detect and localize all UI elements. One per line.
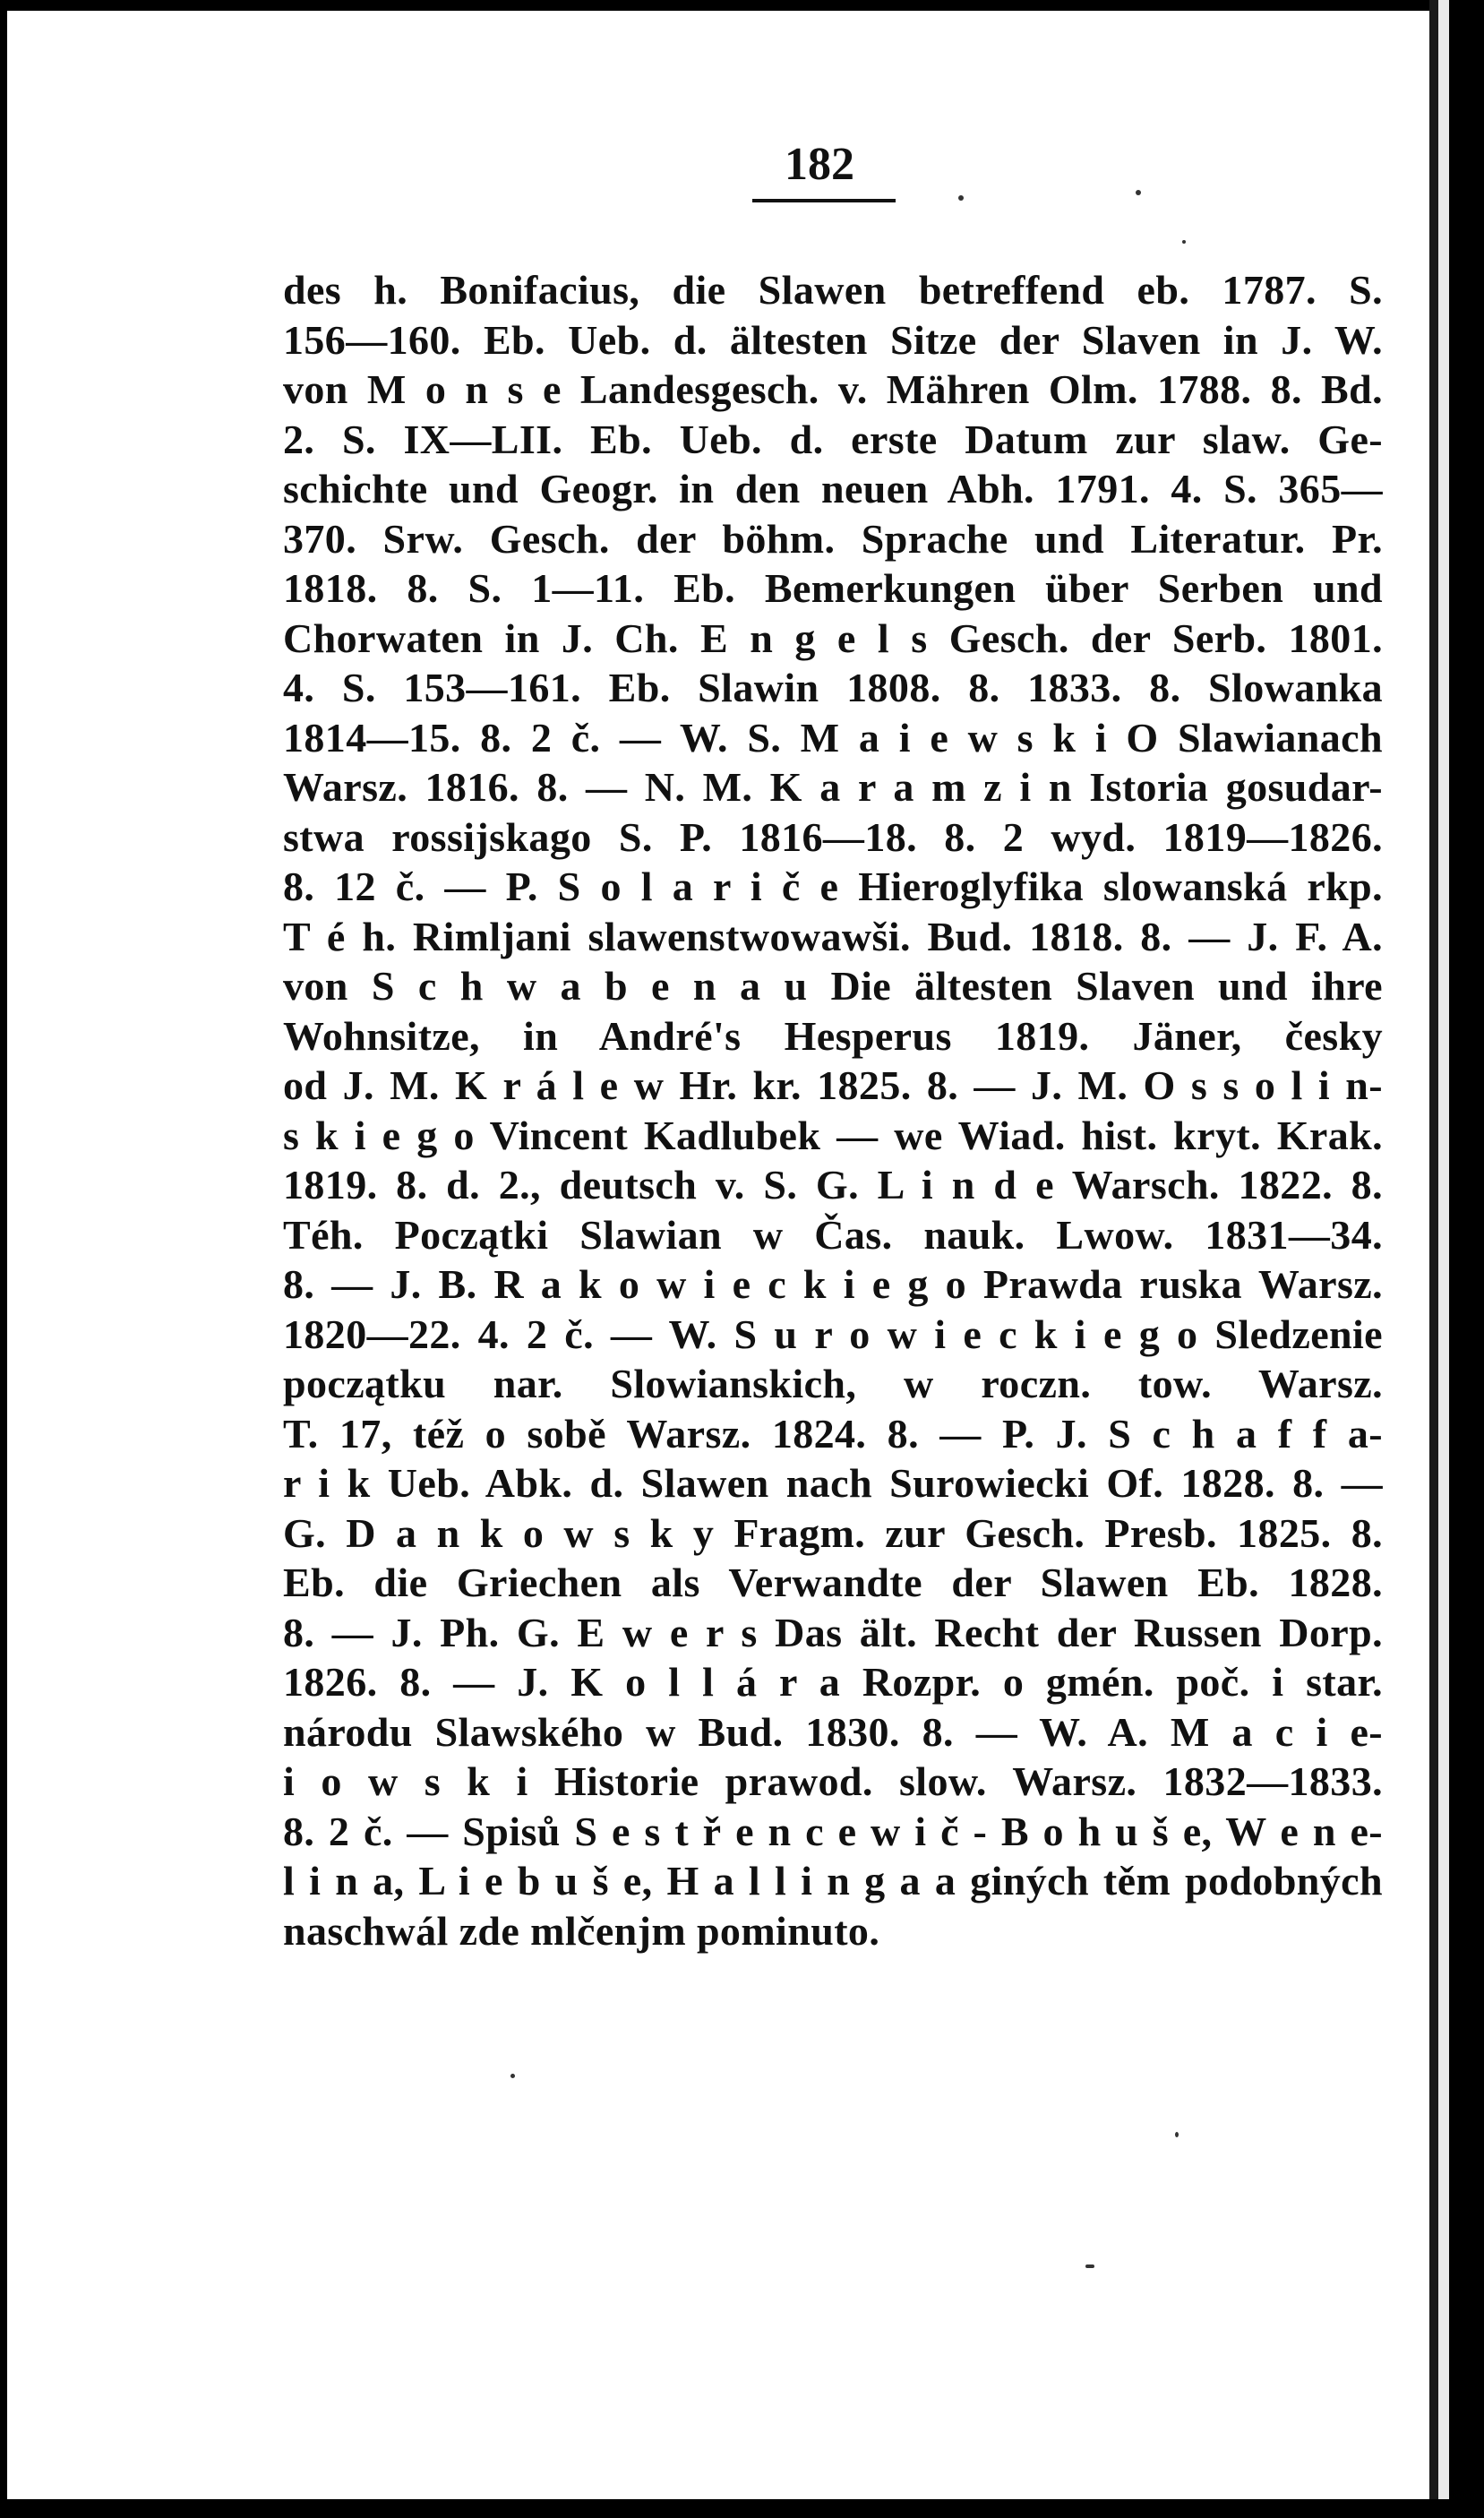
text-line: 1826. 8. — J. K o l l á r a Rozpr. o gmén. poč. i star. xyxy=(283,1659,1383,1705)
text-line: von S c h w a b e n a u Die ältesten Slaven und ihre xyxy=(283,963,1383,1009)
text-line: T é h. Rimljani slawenstwowawši. Bud. 1818. 8. — J. F. A. xyxy=(283,913,1383,959)
text-line: s k i e g o Vincent Kadlubek — we Wiad. hist. kryt. Krak. xyxy=(283,1112,1383,1158)
text-line: r i k Ueb. Abk. d. Slawen nach Surowiecki Of. 1828. 8. — xyxy=(283,1460,1383,1506)
text-line: T. 17, též o sobě Warsz. 1824. 8. — P. J. S c h a f f a- xyxy=(283,1410,1383,1457)
scan-speck xyxy=(1136,190,1141,195)
scan-border-right xyxy=(1449,0,1484,2518)
text-line: 1819. 8. d. 2., deutsch v. S. G. L i n d e Warsch. 1822. 8. xyxy=(283,1162,1383,1207)
text-line: od J. M. K r á l e w Hr. kr. 1825. 8. — J. M. O s s o l i n- xyxy=(283,1062,1383,1108)
text-line: 156—160. Eb. Ueb. d. ältesten Sitze der Slaven in J. W. xyxy=(283,316,1383,363)
text-line: Téh. Początki Slawian w Čas. nauk. Lwow. 1831—34. xyxy=(283,1211,1383,1258)
text-line: Eb. die Griechen als Verwandte der Slawen Eb. 1828. xyxy=(283,1560,1383,1605)
text-line: národu Slawského w Bud. 1830. 8. — W. A. M a c i e- xyxy=(283,1708,1383,1755)
text-line: początku nar. Slowianskich, w roczn. tow. Warsz. xyxy=(283,1361,1383,1406)
page-number-rule xyxy=(752,199,896,202)
text-line: l i n a, L i e b u š e, H a l l i n g a a giných těm podobných xyxy=(283,1858,1383,1904)
page-number: 182 xyxy=(785,139,854,190)
text-line: 1820—22. 4. 2 č. — W. S u r o w i e c k i e g o Sledzenie xyxy=(283,1311,1383,1357)
text-line: 4. S. 153—161. Eb. Slawin 1808. 8. 1833. 8. Slowanka xyxy=(283,665,1383,710)
text-line: naschwál zde mlčenjm pominuto. xyxy=(283,1907,880,1954)
text-line: stwa rossijskago S. P. 1816—18. 8. 2 wyd. 1819—1826. xyxy=(283,813,1383,860)
scan-speck xyxy=(1182,240,1186,244)
scan-border-right-inner xyxy=(1429,0,1438,2518)
scan-border-bottom xyxy=(0,2499,1484,2518)
text-line: Warsz. 1816. 8. — N. M. K a r a m z i n Istoria gosudar- xyxy=(283,764,1383,810)
text-line: 1814—15. 8. 2 č. — W. S. M a i e w s k i O Slawianach xyxy=(283,714,1383,761)
scan-border-right-gap xyxy=(1438,0,1449,2518)
body-text xyxy=(283,265,1383,1955)
text-line: i o w s k i Historie prawod. slow. Warsz. 1832—1833. xyxy=(283,1758,1383,1804)
text-line: 8. 2 č. — Spisů S e s t ř e n c e w i č - B o h u š e, W e n e- xyxy=(283,1808,1383,1854)
text-line: 370. Srw. Gesch. der böhm. Sprache und Literatur. Pr. xyxy=(283,515,1383,562)
scan-border-top xyxy=(0,0,1484,11)
text-line: von M o n s e Landesgesch. v. Mähren Olm. 1788. 8. Bd. xyxy=(283,366,1383,412)
text-line: schichte und Geogr. in den neuen Abh. 1791. 4. S. 365— xyxy=(283,466,1383,511)
text-line: G. D a n k o w s k y Fragm. zur Gesch. Presb. 1825. 8. xyxy=(283,1509,1383,1556)
scan-speck xyxy=(510,2074,515,2078)
text-line: 8. — J. B. R a k o w i e c k i e g o Prawda ruska Warsz. xyxy=(283,1261,1383,1307)
scan-speck xyxy=(958,195,964,201)
scan-speck xyxy=(1085,2264,1094,2268)
text-line: 2. S. IX—LII. Eb. Ueb. d. erste Datum zur slaw. Ge- xyxy=(283,416,1383,462)
scan-speck xyxy=(1175,2132,1179,2137)
text-line: Chorwaten in J. Ch. E n g e l s Gesch. der Serb. 1801. xyxy=(283,614,1383,661)
scan-border-left xyxy=(0,0,7,2518)
text-line: 8. 12 č. — P. S o l a r i č e Hieroglyfika slowanská rkp. xyxy=(283,864,1383,909)
text-line: des h. Bonifacius, die Slawen betreffend eb. 1787. S. xyxy=(283,267,1383,313)
text-line: Wohnsitze, in André's Hesperus 1819. Jäner, česky xyxy=(283,1012,1383,1059)
text-line: 8. — J. Ph. G. E w e r s Das ält. Recht der Russen Dorp. xyxy=(283,1609,1383,1655)
text-line: 1818. 8. S. 1—11. Eb. Bemerkungen über Serben und xyxy=(283,565,1383,611)
